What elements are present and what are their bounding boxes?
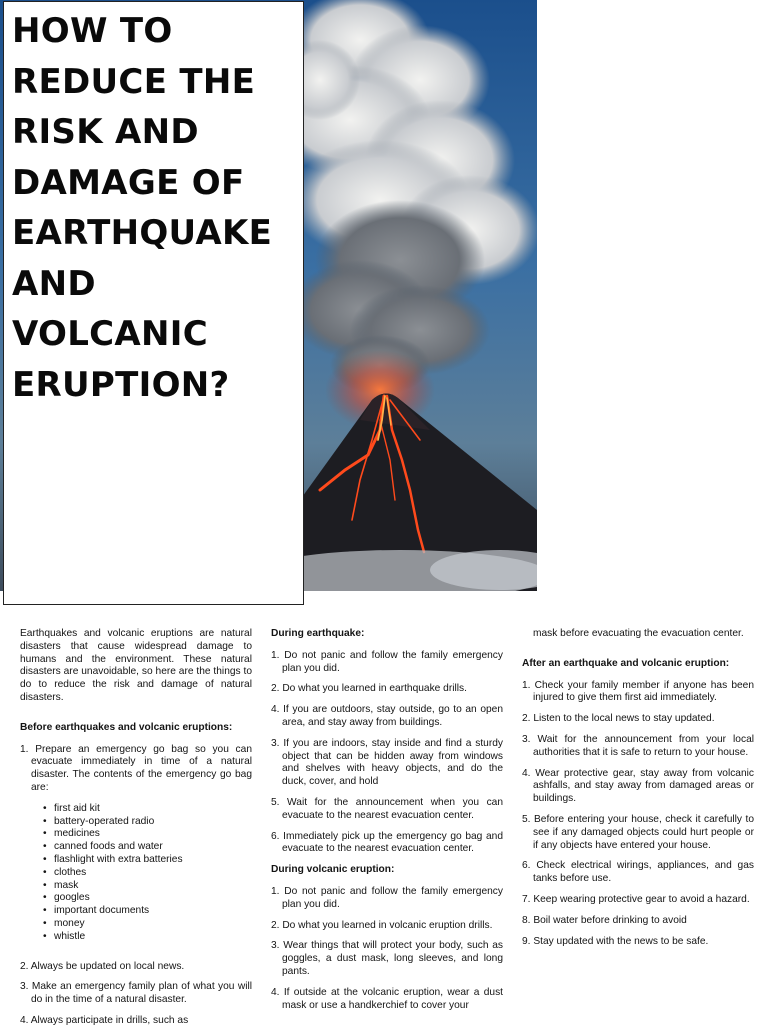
bag-item-text: first aid kit — [54, 802, 100, 814]
list-item: 2. Do what you learned in earthquake drills. — [271, 683, 467, 695]
list-item: 3. Wear things that will protect your body, such as goggles, a dust mask, long sleeves, and long pants. — [271, 940, 503, 977]
list-item: 5. Wait for the announcement when you can evacuate to the nearest evacuation center. — [271, 796, 503, 821]
after-list — [522, 680, 754, 949]
bullet-icon: • — [43, 917, 47, 929]
during-volcanic-list — [271, 886, 503, 1012]
title-box — [3, 1, 304, 605]
list-item: 6. Check electrical wirings, appliances, and gas tanks before use. — [522, 860, 754, 885]
bullet-icon: • — [43, 815, 47, 827]
list-item: 2. Listen to the local news to stay updated. — [522, 713, 715, 725]
during-earthquake-heading: During earthquake: — [271, 628, 365, 639]
title-line: DAMAGE OF — [12, 162, 245, 203]
list-item: 4. If you are outdoors, stay outside, go to an open area, and stay away from buildings. — [271, 704, 503, 728]
list-item: 9. Stay updated with the news to be safe. — [522, 935, 709, 947]
column-1 — [20, 628, 252, 1036]
title-line: AND — [12, 263, 96, 304]
list-item: 6. Immediately pick up the emergency go bag and evacuate to the nearest evacuation center. — [271, 830, 503, 855]
bag-item-text: battery-operated radio — [54, 815, 155, 827]
list-item: 8. Boil water before drinking to avoid — [522, 914, 687, 926]
bullet-icon: • — [43, 841, 47, 853]
bullet-icon: • — [43, 802, 47, 814]
bag-item-text: mask — [54, 879, 79, 891]
list-item: 3. If you are indoors, stay inside and find a sturdy object that can be hidden away from windows and shelves with heavy objects, and do the duck, cover, and hold — [271, 737, 503, 788]
list-item: 4. If outside at the volcanic eruption, wear a dust mask or use a handkerchief to cover your — [271, 986, 503, 1011]
bag-item — [43, 880, 252, 893]
before-list — [20, 744, 252, 1028]
bag-item-text: medicines — [54, 828, 100, 840]
bag-item-text: flashlight with extra batteries — [54, 853, 183, 865]
bag-item-text: money — [54, 917, 85, 929]
bag-item — [43, 803, 252, 816]
intro-paragraph: Earthquakes and volcanic eruptions are natural disasters that cause widespread damage to humans and the environment. These natural disasters are unavoidable, so here are the things to do to reduce the risk and damage of natural disasters. — [20, 628, 252, 703]
list-item: 2. Always be updated on local news. — [20, 960, 185, 972]
bag-item-text: googles — [54, 892, 90, 904]
bag-item — [43, 931, 252, 944]
bag-item — [43, 816, 252, 829]
column-3 — [522, 628, 754, 956]
list-item: 2. Do what you learned in volcanic eruption drills. — [271, 919, 493, 931]
bullet-icon: • — [43, 892, 47, 904]
list-item: 1. Do not panic and follow the family emergency plan you did. — [271, 885, 503, 910]
bullet-icon: • — [43, 879, 47, 891]
title-line: ERUPTION? — [12, 364, 230, 405]
title-line: EARTHQUAKE — [12, 213, 273, 253]
title-line: HOW TO — [12, 11, 173, 51]
list-item: 3. Wait for the announcement from your local authorities that it is safe to return to your house. — [522, 733, 754, 758]
column-2 — [271, 628, 503, 1020]
bullet-icon: • — [43, 828, 47, 840]
bag-item — [43, 841, 252, 854]
list-item: 4. Wear protective gear, stay away from volcanic ashfalls, and stay away from damaged areas or buildings. — [522, 767, 754, 805]
list-item: 1. Do not panic and follow the family emergency plan you did. — [271, 649, 503, 674]
title-line: VOLCANIC — [12, 314, 209, 354]
list-item: 4. Always participate in drills, such as — [20, 1014, 189, 1026]
list-item — [20, 744, 252, 944]
bag-item — [43, 918, 252, 931]
bag-item — [43, 854, 252, 867]
bag-item — [43, 828, 252, 841]
bullet-icon: • — [43, 853, 47, 865]
title-line: REDUCE THE — [12, 61, 256, 102]
bullet-icon: • — [43, 905, 47, 917]
continuation-text: mask before evacuating the evacuation center. — [533, 628, 744, 639]
go-bag-list — [31, 803, 252, 944]
after-heading: After an earthquake and volcanic eruption: — [522, 657, 730, 669]
list-item: 7. Keep wearing protective gear to avoid a hazard. — [522, 893, 750, 905]
during-earthquake-list — [271, 650, 503, 856]
bag-item — [43, 892, 252, 905]
bag-item — [43, 867, 252, 880]
list-item: 3. Make an emergency family plan of what you will do in the time of a natural disaster. — [20, 981, 252, 1006]
bullet-icon: • — [43, 866, 47, 878]
list-item-text: 1. Prepare an emergency go bag so you can evacuate immediately in time of a natural disaster. The contents of the emergency go bag are: — [20, 743, 252, 793]
page-title — [4, 2, 303, 410]
title-line: RISK AND — [12, 112, 199, 152]
list-item: 5. Before entering your house, check it carefully to see if any damaged objects could hurt people or if any objects have entered your house. — [522, 813, 754, 851]
bag-item — [43, 905, 252, 918]
bag-item-text: whistle — [54, 930, 86, 942]
during-volcanic-heading: During volcanic eruption: — [271, 864, 395, 876]
list-item: 1. Check your family member if anyone has been injured to give them first aid immediately. — [522, 679, 754, 704]
bag-item-text: important documents — [54, 905, 150, 917]
bag-item-text: clothes — [54, 866, 87, 878]
before-heading: Before earthquakes and volcanic eruptions: — [20, 721, 233, 733]
bag-item-text: canned foods and water — [54, 841, 163, 853]
bullet-icon: • — [43, 930, 47, 942]
